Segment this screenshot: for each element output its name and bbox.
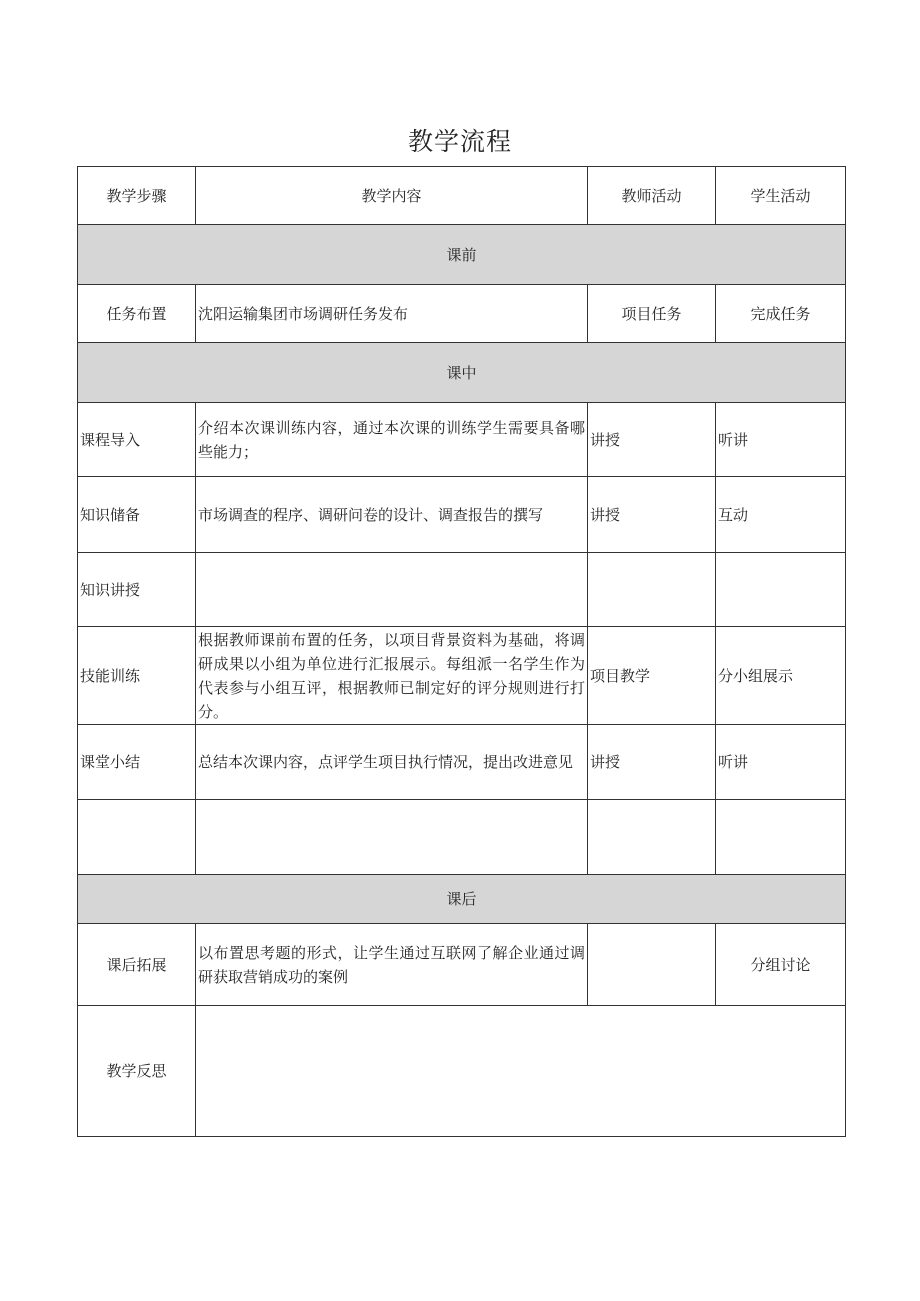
table-row [78,725,846,800]
row-extend-student: 分组讨论 [716,924,846,1006]
teaching-flow-table [77,166,846,1137]
row-prep-teacher: 讲授 [588,477,716,553]
table-row-empty [78,800,846,875]
row-extend-content: 以布置思考题的形式，让学生通过互联网了解企业通过调研获取营销成功的案例 [196,924,588,1006]
row-task-teacher: 项目任务 [588,285,716,343]
row-lecture-teacher [588,553,716,627]
section-after [78,875,846,924]
table-row [78,627,846,725]
section-label-during: 课中 [78,343,846,403]
table-row [78,1006,846,1137]
section-label-after: 课后 [78,875,846,924]
row-lecture-content [196,553,588,627]
row-prep-content: 市场调查的程序、调研问卷的设计、调查报告的撰写 [196,477,588,553]
row-extend-teacher [588,924,716,1006]
row-prep-step: 知识储备 [78,477,196,553]
table-row [78,924,846,1006]
table-row [78,403,846,477]
table-row [78,553,846,627]
header-content: 教学内容 [196,167,588,225]
header-student: 学生活动 [716,167,846,225]
header-step: 教学步骤 [78,167,196,225]
row-skill-content: 根据教师课前布置的任务，以项目背景资料为基础，将调研成果以小组为单位进行汇报展示。每组派一名学生作为代表参与小组互评，根据教师已制定好的评分规则进行打分。 [196,627,588,725]
row-summary-student: 听讲 [716,725,846,800]
row-intro-teacher: 讲授 [588,403,716,477]
empty-cell [716,800,846,875]
row-lecture-student [716,553,846,627]
row-lecture-step: 知识讲授 [78,553,196,627]
section-during [78,343,846,403]
empty-cell [588,800,716,875]
row-task-step: 任务布置 [78,285,196,343]
row-intro-content: 介绍本次课训练内容，通过本次课的训练学生需要具备哪些能力； [196,403,588,477]
header-row [78,167,846,225]
page-title: 教学流程 [407,127,512,156]
row-extend-step: 课后拓展 [78,924,196,1006]
row-intro-student: 听讲 [716,403,846,477]
row-reflect-content [196,1006,846,1137]
table-row [78,285,846,343]
row-summary-step: 课堂小结 [78,725,196,800]
row-prep-student: 互动 [716,477,846,553]
section-before [78,225,846,285]
section-label-before: 课前 [78,225,846,285]
empty-cell [78,800,196,875]
row-skill-step: 技能训练 [78,627,196,725]
row-reflect-step: 教学反思 [78,1006,196,1137]
row-summary-teacher: 讲授 [588,725,716,800]
row-task-content: 沈阳运输集团市场调研任务发布 [196,285,588,343]
table-row [78,477,846,553]
row-skill-teacher: 项目教学 [588,627,716,725]
row-intro-step: 课程导入 [78,403,196,477]
header-teacher: 教师活动 [588,167,716,225]
row-summary-content: 总结本次课内容，点评学生项目执行情况，提出改进意见 [196,725,588,800]
row-task-student: 完成任务 [716,285,846,343]
empty-cell [196,800,588,875]
row-skill-student: 分小组展示 [716,627,846,725]
